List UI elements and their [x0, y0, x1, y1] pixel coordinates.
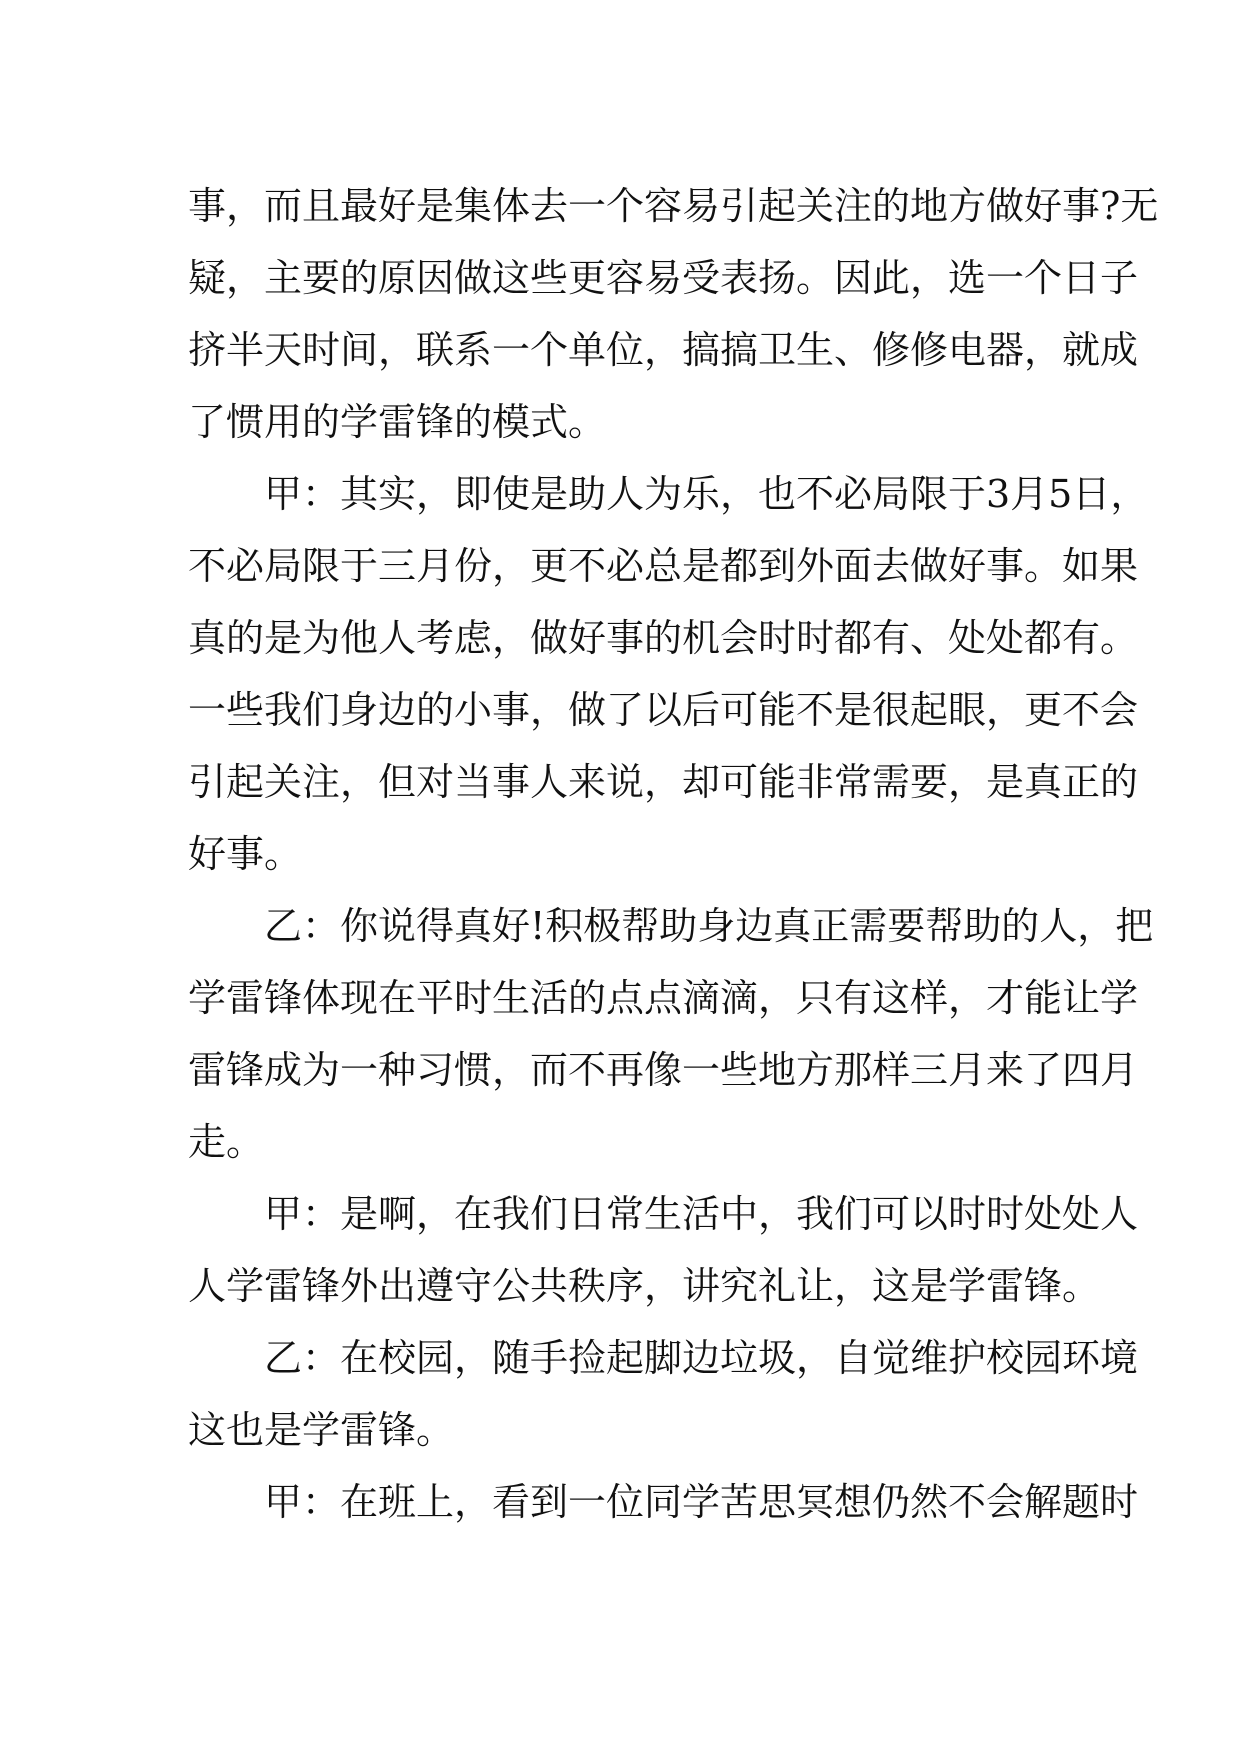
text-line: 挤半天时间，联系一个单位，搞搞卫生、修修电器，就成: [188, 328, 1139, 372]
text-line: 疑，主要的原因做这些更容易受表扬。因此，选一个日子: [188, 256, 1139, 300]
document-body: [188, 170, 1159, 1538]
text-line: 甲：在班上，看到一位同学苦思冥想仍然不会解题时: [264, 1480, 1139, 1524]
text-line: 引起关注，但对当事人来说，却可能非常需要，是真正的: [188, 760, 1139, 804]
text-line: 乙：你说得真好!积极帮助身边真正需要帮助的人，把: [264, 904, 1154, 948]
text-line: 真的是为他人考虑，做好事的机会时时都有、处处都有。: [188, 616, 1139, 660]
text-line: 这也是学雷锋。: [188, 1408, 455, 1452]
text-line: 人学雷锋外出遵守公共秩序，讲究礼让，这是学雷锋。: [188, 1264, 1101, 1308]
text-line: 事，而且最好是集体去一个容易引起关注的地方做好事?无: [188, 184, 1159, 228]
text-line: 不必局限于三月份，更不必总是都到外面去做好事。如果: [188, 544, 1139, 588]
text-line: 甲：其实，即使是助人为乐，也不必局限于3月5日，: [264, 472, 1149, 516]
text-line: 好事。: [188, 832, 303, 876]
text-line: 一些我们身边的小事，做了以后可能不是很起眼，更不会: [188, 688, 1139, 732]
text-line: 雷锋成为一种习惯，而不再像一些地方那样三月来了四月: [188, 1048, 1139, 1092]
text-line: 走。: [188, 1120, 265, 1164]
text-line: 乙：在校园，随手捡起脚边垃圾，自觉维护校园环境: [264, 1336, 1139, 1380]
text-line: 甲：是啊，在我们日常生活中，我们可以时时处处人: [264, 1192, 1139, 1236]
text-line: 学雷锋体现在平时生活的点点滴滴，只有这样，才能让学: [188, 976, 1139, 1020]
text-line: 了惯用的学雷锋的模式。: [188, 400, 607, 444]
